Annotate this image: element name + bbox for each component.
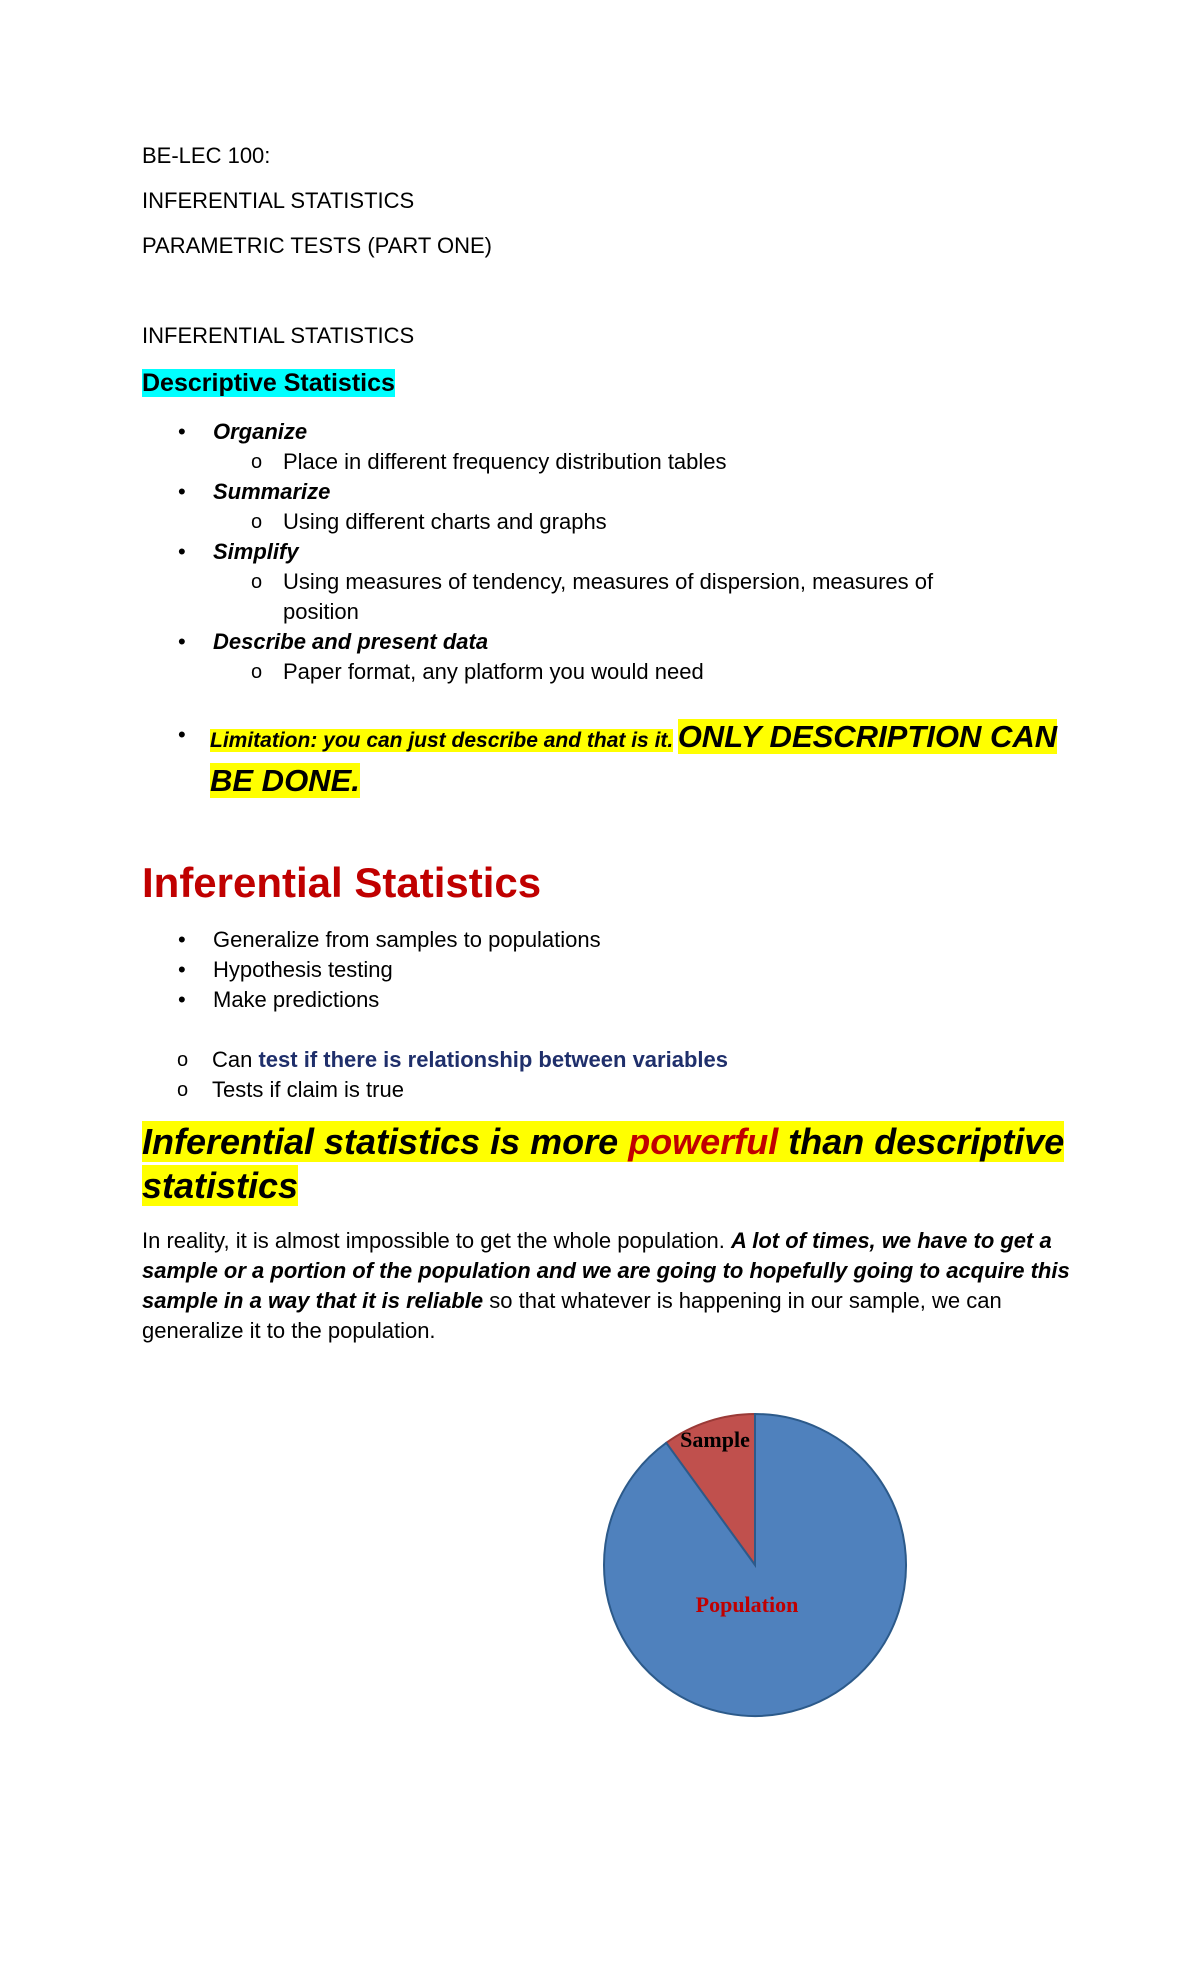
circle-bullet-icon: o	[251, 661, 263, 683]
item-label: Describe and present data	[213, 629, 489, 654]
bullet-icon: •	[178, 479, 186, 504]
limitation-emphasis: ONLY DESCRIPTION CAN BE DONE.	[210, 719, 1058, 798]
limitation-text: Limitation: you can just describe and that is it.	[210, 729, 674, 752]
item-label: Simplify	[213, 539, 299, 564]
inferential-sublist	[142, 1045, 1042, 1105]
key-statement	[142, 1120, 1072, 1208]
sub-item-text: Place in different frequency distribution tables	[283, 449, 727, 474]
sub-item	[213, 447, 1073, 477]
course-code: BE-LEC 100:	[142, 143, 271, 168]
subtopic-title: PARAMETRIC TESTS (PART ONE)	[142, 233, 493, 258]
circle-bullet-icon: o	[251, 451, 263, 473]
sub-item	[213, 567, 1073, 597]
section-title: INFERENTIAL STATISTICS	[142, 323, 415, 348]
item-label: Hypothesis testing	[213, 957, 393, 982]
statement-text: Inferential statistics is more	[142, 1121, 619, 1162]
sub-item-emphasis: test if there is relationship between variables	[258, 1047, 728, 1072]
list-item	[178, 985, 1073, 1015]
sub-item-text: Using different charts and graphs	[283, 509, 607, 534]
sub-item	[213, 657, 1073, 687]
sample-population-pie-chart	[595, 1405, 915, 1725]
statement-emphasis: powerful	[628, 1121, 779, 1162]
list-item	[178, 627, 1073, 657]
bullet-icon: •	[178, 987, 186, 1012]
descriptive-heading	[142, 367, 395, 400]
sub-item	[142, 1075, 1042, 1105]
statement-text: than descriptive statistics	[142, 1121, 1065, 1206]
pie-label-population: Population	[695, 1592, 799, 1617]
pie-label-sample: Sample	[680, 1427, 750, 1452]
sub-item-text: Can	[212, 1047, 253, 1072]
descriptive-title: Descriptive Statistics	[142, 369, 395, 397]
bullet-icon: •	[178, 539, 186, 564]
bullet-icon: •	[178, 629, 186, 654]
circle-bullet-icon: o	[177, 1049, 189, 1071]
list-item	[178, 925, 1073, 955]
bullet-icon: •	[178, 957, 186, 982]
list-item	[178, 955, 1073, 985]
descriptive-list	[178, 417, 1073, 687]
list-item	[178, 537, 1073, 567]
item-label: Summarize	[213, 479, 331, 504]
sub-item-continuation	[213, 597, 1073, 627]
paragraph-text: so that whatever is happening in our sample, we can generalize it to the population.	[142, 1288, 1002, 1343]
bullet-icon: •	[178, 419, 186, 444]
pie-slice-population	[604, 1414, 906, 1716]
sub-item	[142, 1045, 1042, 1075]
sub-item-text: position	[283, 599, 359, 624]
item-label: Generalize from samples to populations	[213, 927, 601, 952]
circle-bullet-icon: o	[251, 571, 263, 593]
sub-item-text: Tests if claim is true	[212, 1077, 404, 1102]
inferential-heading: Inferential Statistics	[142, 859, 542, 906]
list-item	[178, 477, 1073, 507]
circle-bullet-icon: o	[251, 511, 263, 533]
item-label: Make predictions	[213, 987, 380, 1012]
circle-bullet-icon: o	[177, 1079, 189, 1101]
sub-item-text: Using measures of tendency, measures of dispersion, measures of	[283, 569, 934, 594]
bullet-icon: •	[178, 927, 186, 952]
inferential-list	[178, 925, 1073, 1015]
bullet-icon: •	[178, 722, 186, 747]
item-label: Organize	[213, 419, 308, 444]
paragraph-emphasis: A lot of times, we have to get a sample or a portion of the population and we are going to hopefully going to acquire this sample in a way that it is reliable	[142, 1228, 1070, 1313]
sub-item	[213, 507, 1073, 537]
explanation-paragraph	[142, 1226, 1072, 1346]
list-item	[178, 417, 1073, 447]
sub-item-text: Paper format, any platform you would need	[283, 659, 704, 684]
limitation-note	[210, 718, 1090, 806]
topic-title: INFERENTIAL STATISTICS	[142, 188, 415, 213]
paragraph-text: In reality, it is almost impossible to get the whole population.	[142, 1228, 725, 1253]
